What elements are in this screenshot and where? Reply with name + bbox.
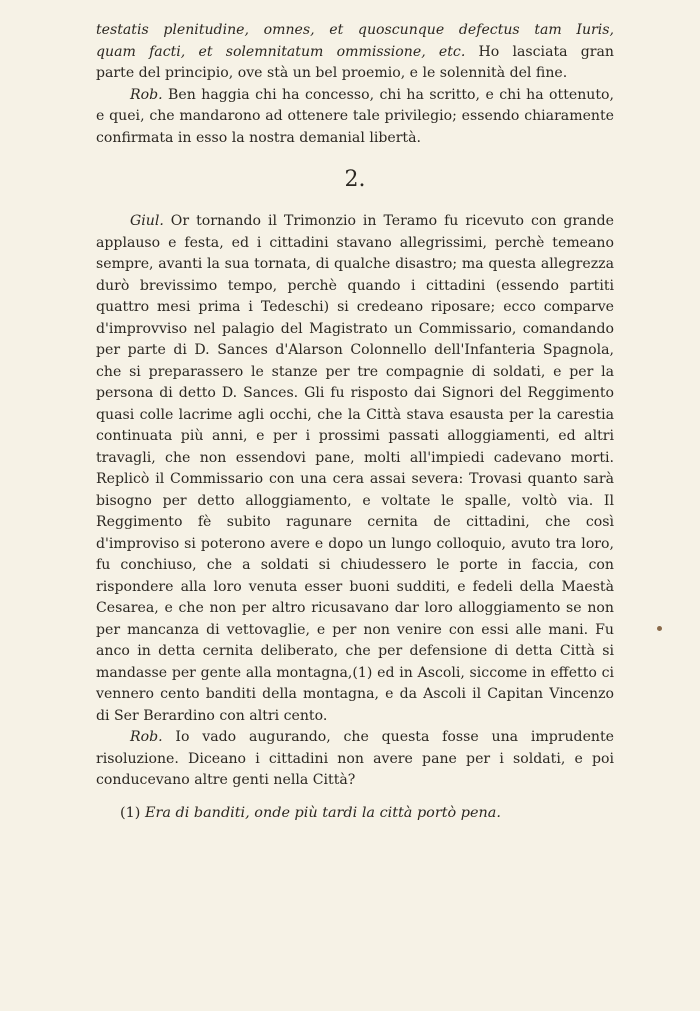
footnote: [96, 802, 614, 824]
rob-paragraph-2-text: Io vado augurando, che questa fosse una imprudente risoluzione. Diceano i cittadini non avere pane per i soldati, e poi conducevano altre genti nella Città?: [96, 729, 614, 788]
opening-line-3: parte del principio, ove stà un bel proemio, e le solennità del fine.: [96, 65, 568, 81]
giul-paragraph: [96, 211, 614, 727]
opening-paragraph: [96, 20, 614, 63]
rob-paragraph-2: [96, 727, 614, 792]
rob-paragraph-1-text: Ben haggia chi ha concesso, chi ha scritto, e chi ha ottenuto, e quei, che mandarono ad ottenere tale privilegio; essendo chiaramente confirmata in esso la nostra demanial libertà.: [96, 86, 614, 146]
speaker-giul: Giul.: [130, 213, 164, 229]
footnote-text: Era di banditi, onde più tardi la città portò pena.: [140, 804, 501, 821]
speaker-rob-1: Rob.: [130, 86, 163, 103]
latin-line-2: quam facti, et solemnitatum ommissione, etc.: [96, 43, 466, 60]
opening-line-2-rest: Ho lasciata gran: [465, 43, 614, 60]
section-number: 2.: [344, 167, 366, 192]
footnote-marker: (1): [120, 804, 141, 821]
ink-spot: [657, 626, 662, 631]
speaker-rob-2: Rob.: [130, 729, 163, 745]
footnote-reference[interactable]: (1): [352, 664, 373, 681]
giul-paragraph-text-after: ed in Ascoli, siccome in effetto ci vennero cento banditi della montagna, e da Ascoli il Capitan Vincenzo di Ser Berardino con altri cento.: [96, 664, 614, 724]
giul-paragraph-text: Or tornando il Trimonzio in Teramo fu ricevuto con grande applauso e festa, ed i cittadini stavano allegrissimi, perchè temeano sempre, avanti la sua tornata, di qualche disastro; ma questa allegrezza durò brevissimo tempo, perchè quando i cittadini (essendo partiti quattro mesi prima i Tedeschi) si credeano riposare; ecco comparve d'improvviso nel palagio del Magistrato un Commissario, comandando per parte di D. Sances d'Alarson Colonnello dell'Infanteria Spagnola, che si preparassero le stanze per tre compagnie di soldati, e per la persona di detto D. Sances. Gli fu risposto dai Signori del Reggimento quasi colle lacrime agli occhi, che la Città stava esausta per la carestia continuata più anni, e per i prossimi passati alloggiamenti, ed altri travagli, che non essendovi pane, molti all'impiedi cadevano morti. Replicò il Commissario con una cera assai severa: Trovasi quanto sarà bisogno per detto alloggiamento, e voltate le spalle, voltò via. Il Reggimento fè subito ragunare cernita de cittadini, che così d'improviso si poterono avere e dopo un lungo colloquio, avuto tra loro, fu conchiuso, che a soldati si chiudessero le porte in faccia, con rispondere alla loro venuta esser buoni sudditi, e fedeli della Maestà Cesarea, e che non per altro ricusavano dar loro alloggiamento se non per mancanza di vettovaglie, e per non venire con essi alle mani. Fu anco in detta cernita deliberato, che per defensione di detta Città si mandasse per gente alla montagna,: [96, 213, 614, 681]
rob-paragraph-1: [96, 85, 614, 150]
latin-line-1: testatis plenitudine, omnes, et quoscunque defectus tam Iuris,: [96, 22, 614, 38]
